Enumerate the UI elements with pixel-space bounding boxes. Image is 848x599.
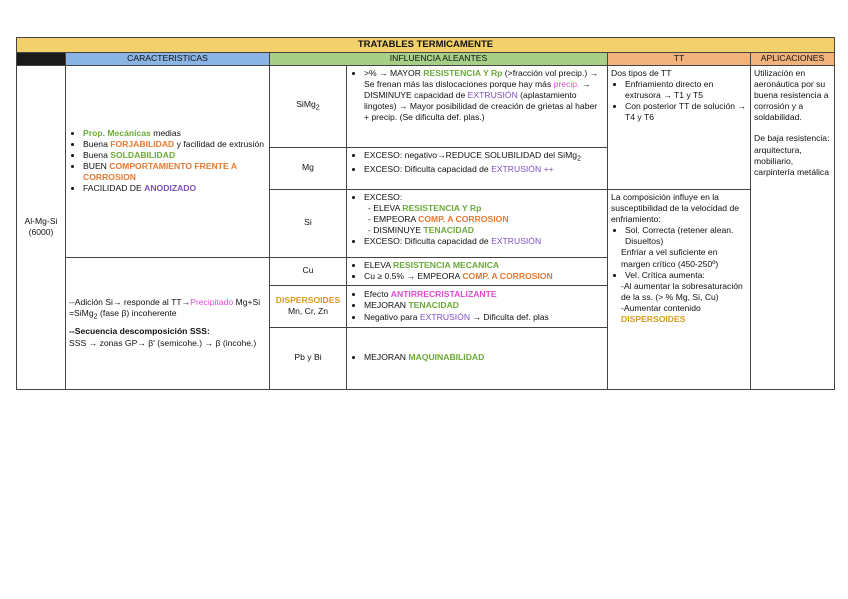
list-item: - DISMINUYE TENACIDAD [368, 225, 604, 236]
list-item: • Negativo para EXTRUSIÓN → Dificulta def. plas [364, 312, 604, 323]
aplicaciones-p2: De baja resistencia: arquitectura, mobiliario, carpintería metálica [754, 133, 830, 177]
tt-intro: La composición influye en la susceptibilidad de la velocidad de enfriamiento: [611, 191, 740, 224]
aplicaciones-p1: Utilización en aeronáutica por su buena resistencia a corrosión y a soldabilidad. [754, 67, 829, 123]
tt-types-list [611, 79, 747, 124]
header-blank [17, 53, 66, 65]
list-item: • Prop. Mecánicas medias [83, 128, 266, 139]
caracteristicas-list [69, 128, 266, 195]
tt-enfriar: Enfriar a vel suficiente en margen crítico (450-250º) [621, 247, 719, 269]
caracteristicas-cell [66, 65, 270, 257]
list-item: • Buena FORJABILIDAD y facilidad de extrusión [83, 139, 266, 150]
aleante-mg: Mg [270, 147, 347, 189]
list-item: • EXCESO: Dificulta capacidad de EXTRUSIÓN ++ [364, 164, 604, 175]
list-item: • EXCESO: [364, 192, 604, 203]
list-item: • Con posterior TT de solución → T4 y T6 [625, 101, 747, 123]
list-item: • EXCESO: negativo→REDUCE SOLUBILIDAD del SiMg$_2$ [364, 150, 604, 164]
effect-simg [347, 65, 608, 147]
list-item: • Cu ≥ 0.5% → EMPEORA COMP. A CORROSION [364, 271, 604, 282]
tt-aumentar-1: -Al aumentar la sobresaturación de la ss. (> % Mg, Si, Cu) [621, 280, 743, 303]
lower-cell [66, 257, 270, 389]
list-item: • Enfriamiento directo en extrusora → T1 y T5 [625, 79, 747, 101]
aleante-simg: SiMg$_2$ [270, 65, 347, 147]
tt-dispersoides: DISPERSOIDES [621, 314, 686, 325]
list-item: • MEJORAN MAQUINABILIDAD [364, 352, 604, 363]
list-item: • MEJORAN TENACIDAD [364, 300, 604, 311]
effect-mg [347, 147, 608, 189]
effect-pbbi [347, 327, 608, 389]
summary-table [16, 37, 835, 390]
effect-cu [347, 257, 608, 285]
tt-bottom-cell [608, 189, 751, 389]
list-item: • BUEN COMPORTAMIENTO FRENTE A CORROSION [83, 161, 266, 183]
table-title: TRATABLES TERMICAMENTE [17, 38, 835, 53]
list-item: • Efecto ANTIRRECRISTALIZANTE [364, 289, 604, 300]
header-aplicaciones: APLICACIONES [751, 53, 835, 65]
aleante-dispersoides: DISPERSOIDES Mn, Cr, Zn [270, 285, 347, 327]
list-item: • Buena SOLDABILIDAD [83, 150, 266, 161]
aleante-pbbi: Pb y Bi [270, 327, 347, 389]
list-item: • Sol. Correcta (retener alean. Disueltos) [625, 225, 747, 247]
secuencia-title: --Secuencia descomposición SSS: [69, 326, 210, 337]
list-item: • >% → MAYOR RESISTENCIA Y Rp (>fracción vol precip.) → Se frenan más las dislocaciones porque hay más precip. → DISMINUYE capacidad de EXTRUSIÓN (aplastamiento lingotes) → Mayor posibilidad de creación de grietas al haber + precip. (Se dificulta def. plas.) [364, 68, 604, 124]
list-item: • EXCESO: Dificulta capacidad de EXTRUSIÓN [364, 236, 604, 247]
document [16, 37, 834, 390]
alloy-name: Al-Mg-Si [24, 215, 58, 226]
header-tt: TT [608, 53, 751, 65]
list-item: - EMPEORA COMP. A CORROSION [368, 214, 604, 225]
list-item: • ELEVA RESISTENCIA MECANICA [364, 260, 604, 271]
list-item: - ELEVA RESISTENCIA Y Rp [368, 203, 604, 214]
header-influencia: INFLUENCIA ALEANTES [270, 53, 608, 65]
tt-top-cell [608, 65, 751, 189]
list-item: • Vel. Crítica aumenta: [625, 270, 747, 281]
aplicaciones-cell [751, 65, 835, 389]
adicion-text: --Adición Si→ responde al TT→Precipitado Mg+Si =SiMg$_2$ (fase β) incoherente [69, 297, 261, 322]
alloy-cell [17, 65, 66, 389]
aleante-cu: Cu [270, 257, 347, 285]
header-caracteristicas: CARACTERISTICAS [66, 53, 270, 65]
secuencia-text: SSS → zonas GP→ β' (semicohe.) → β (incohe.) [69, 337, 257, 348]
alloy-series: (6000) [28, 227, 54, 238]
list-item: • FACILIDAD DE ANODIZADO [83, 183, 266, 194]
effect-si [347, 189, 608, 257]
tt-aumentar-2: -Aumentar contenido [621, 303, 701, 314]
tt-title: Dos tipos de TT [611, 67, 672, 78]
effect-dispersoides [347, 285, 608, 327]
aleante-si: Si [270, 189, 347, 257]
